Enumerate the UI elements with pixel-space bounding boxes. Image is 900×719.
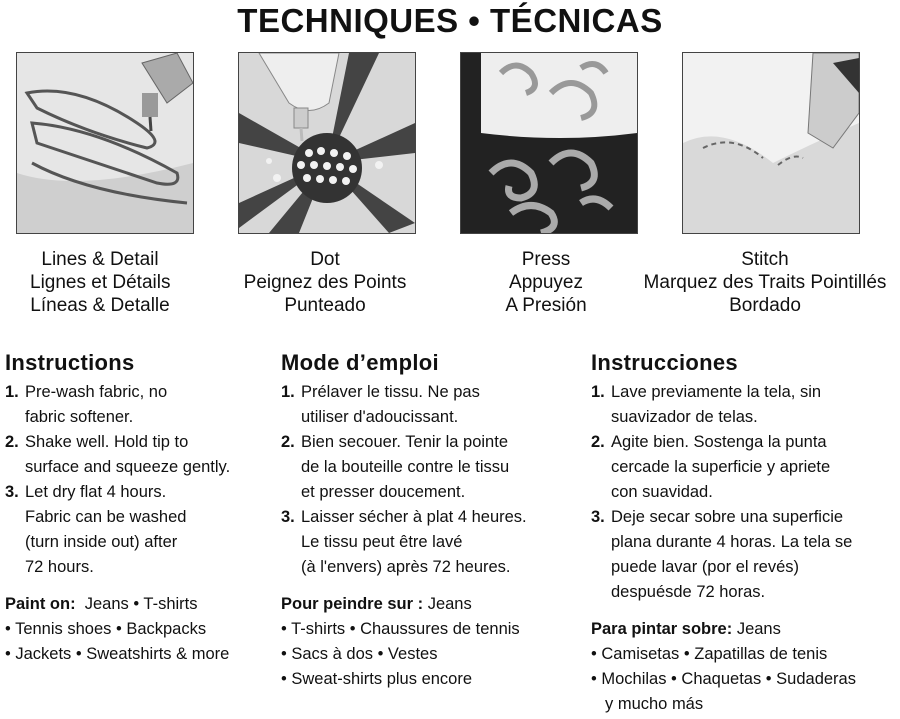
lines-detail-photo [16, 52, 194, 234]
step: 1. Lave previamente la tela, sin suavizador de telas. [591, 383, 822, 426]
step: 2. Shake well. Hold tip to surface and squeeze gently. [5, 433, 231, 476]
french-instructions [281, 350, 527, 692]
english-instructions [5, 350, 230, 667]
instructions-heading: Instructions [5, 350, 135, 375]
step: 1. Pre-wash fabric, no fabric softener. [5, 383, 168, 426]
page-title: TECHNIQUES • TÉCNICAS [237, 2, 663, 39]
caption-lines-detail: Lines & Detail Lignes et Détails Líneas & Detalle [30, 249, 171, 316]
caption-press: Press Appuyez A Presión [505, 249, 587, 316]
caption-dot: Dot Peignez des Points Punteado [243, 249, 407, 316]
paint-on-list: Para pintar sobre: Jeans • Camisetas • Zapatillas de tenis • Mochilas • Chaquetas • Sudaderas y mucho más [591, 620, 856, 713]
stitch-photo [682, 52, 860, 234]
caption-stitch: Stitch Marquez des Traits Pointillés Bordado [643, 249, 887, 316]
instrucciones-heading: Instrucciones [591, 350, 738, 375]
dot-photo [238, 52, 416, 234]
mode-emploi-heading: Mode d’emploi [281, 350, 439, 375]
step: 3. Laisser sécher à plat 4 heures. Le tissu peut être lavé (à l'envers) après 72 heures. [281, 508, 527, 576]
step: 2. Agite bien. Sostenga la punta cercade la superficie y apriete con suavidad. [591, 433, 831, 501]
paint-on-list: Paint on: Jeans • T-shirts • Tennis shoes • Backpacks • Jackets • Sweatshirts & more [5, 595, 230, 663]
step: 1. Prélaver le tissu. Ne pas utiliser d'adoucissant. [281, 383, 480, 426]
step: 3. Let dry flat 4 hours. Fabric can be washed (turn inside out) after 72 hours. [5, 483, 187, 576]
step: 2. Bien secouer. Tenir la pointe de la bouteille contre le tissu et presser doucement. [281, 433, 510, 501]
step: 3. Deje secar sobre una superficie plana durante 4 horas. La tela se puede lavar (por el revés) despuésde 72 horas. [591, 508, 853, 601]
press-photo [460, 52, 638, 234]
spanish-instructions [591, 350, 856, 717]
paint-on-list: Pour peindre sur : Jeans • T-shirts • Chaussures de tennis • Sacs à dos • Vestes • Sweat-shirts plus encore [281, 595, 520, 688]
